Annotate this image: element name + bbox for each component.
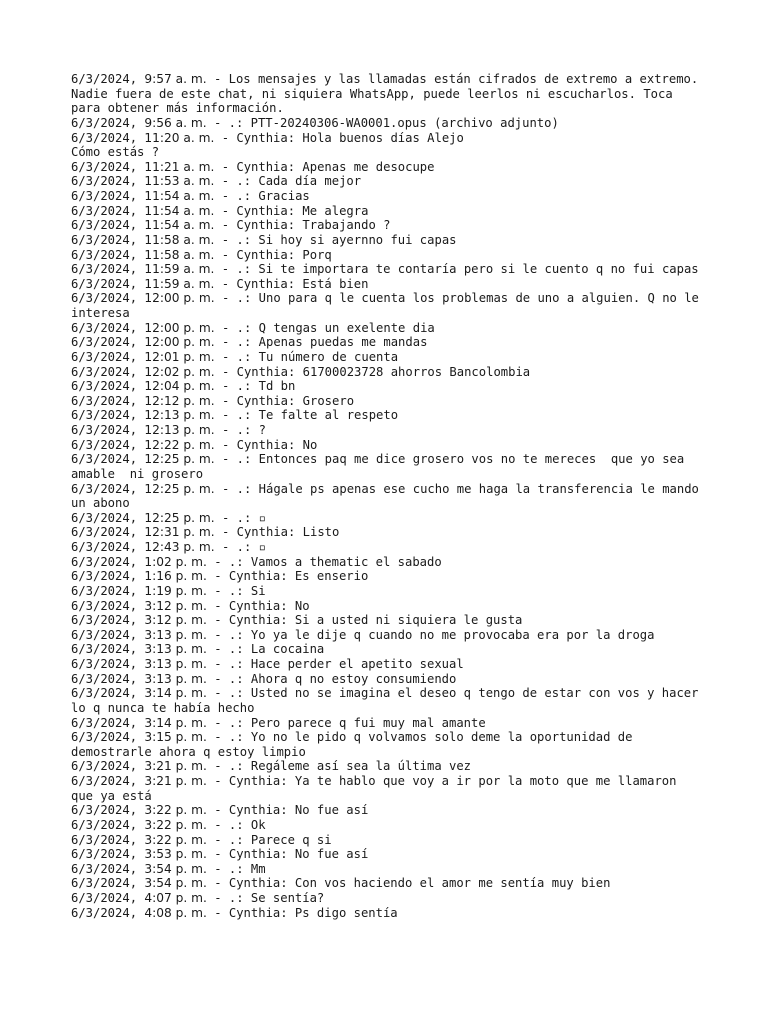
chat-line bbox=[71, 642, 703, 657]
chat-line bbox=[71, 730, 703, 759]
message-date: 6/3/2024, bbox=[71, 583, 138, 598]
message-text: - Cynthia: Con vos haciendo el amor me sentía muy bien bbox=[206, 876, 611, 891]
chat-line bbox=[71, 525, 703, 540]
message-text: - Cynthia: Trabajando ? bbox=[214, 218, 391, 233]
chat-line bbox=[71, 833, 703, 848]
message-date: 6/3/2024, bbox=[71, 437, 138, 452]
message-time: 3:14 p. m. bbox=[144, 715, 207, 730]
message-text: - Cynthia: No fue así bbox=[206, 803, 369, 818]
chat-line bbox=[71, 335, 703, 350]
message-date: 6/3/2024, bbox=[71, 481, 138, 496]
message-text: - .: Entonces paq me dice grosero vos no te mereces que yo sea amable ni grosero bbox=[71, 452, 692, 481]
message-date: 6/3/2024, bbox=[71, 817, 138, 832]
message-date: 6/3/2024, bbox=[71, 452, 138, 467]
message-date: 6/3/2024, bbox=[71, 218, 138, 233]
message-time: 12:25 p. m. bbox=[144, 510, 215, 525]
message-time: 3:54 p. m. bbox=[144, 861, 207, 876]
message-text: - Cynthia: Si a usted ni siquiera le gusta bbox=[206, 613, 523, 628]
message-date: 6/3/2024, bbox=[71, 686, 138, 701]
message-text: - Cynthia: Grosero bbox=[214, 393, 355, 408]
message-text: - Cynthia: No bbox=[214, 437, 318, 452]
chat-line bbox=[71, 862, 703, 877]
chat-line bbox=[71, 759, 703, 774]
message-date: 6/3/2024, bbox=[71, 320, 138, 335]
message-time: 3:21 p. m. bbox=[144, 759, 207, 774]
message-date: 6/3/2024, bbox=[71, 540, 138, 554]
message-time: 11:20 a. m. bbox=[144, 130, 215, 145]
message-text: - .: Ahora q no estoy consumiendo bbox=[206, 671, 457, 686]
message-text: - Cynthia: Ya te hablo que voy a ir por la moto que me llamaron que ya está bbox=[71, 774, 684, 803]
message-text: - Cynthia: 61700023728 ahorros Bancolombia bbox=[214, 364, 531, 379]
message-date: 6/3/2024, bbox=[71, 657, 138, 671]
message-time: 3:15 p. m. bbox=[144, 730, 207, 745]
message-time: 12:00 p. m. bbox=[144, 291, 215, 306]
message-date: 6/3/2024, bbox=[71, 203, 138, 218]
message-text: - .: Te falte al respeto bbox=[214, 408, 399, 423]
message-time: 12:13 p. m. bbox=[144, 408, 215, 423]
message-date: 6/3/2024, bbox=[71, 613, 138, 628]
message-date: 6/3/2024, bbox=[71, 642, 138, 657]
message-time: 11:21 a. m. bbox=[144, 159, 215, 174]
message-date: 6/3/2024, bbox=[71, 247, 138, 262]
message-date: 6/3/2024, bbox=[71, 291, 138, 306]
message-time: 12:00 p. m. bbox=[144, 320, 215, 335]
message-date: 6/3/2024, bbox=[71, 232, 138, 247]
message-text: - .: Vamos a thematic el sabado bbox=[206, 554, 442, 569]
chat-line bbox=[71, 218, 703, 233]
message-time: 11:59 a. m. bbox=[144, 276, 215, 291]
chat-line bbox=[71, 540, 703, 555]
message-date: 6/3/2024, bbox=[71, 364, 138, 379]
message-text: - Cynthia: Apenas me desocupe bbox=[214, 159, 435, 174]
chat-line bbox=[71, 803, 703, 818]
message-text: - .: Td bn bbox=[214, 379, 296, 394]
chat-line bbox=[71, 233, 703, 248]
chat-line bbox=[71, 818, 703, 833]
chat-line bbox=[71, 394, 703, 409]
chat-line bbox=[71, 481, 707, 511]
message-text: - .: La cocaina bbox=[206, 642, 325, 657]
message-date: 6/3/2024, bbox=[71, 554, 138, 569]
message-time: 9:56 a. m. bbox=[144, 115, 207, 130]
message-time: 12:22 p. m. bbox=[144, 437, 215, 452]
message-time: 3:22 p. m. bbox=[144, 817, 207, 832]
message-time: 3:53 p. m. bbox=[144, 847, 207, 862]
message-text: - .: Pero parece q fui muy mal amante bbox=[206, 715, 486, 730]
message-text: - .: Si te importara te contaría pero si le cuento q no fui capas bbox=[214, 262, 699, 277]
message-date: 6/3/2024, bbox=[71, 115, 138, 130]
message-time: 3:22 p. m. bbox=[144, 832, 207, 847]
message-date: 6/3/2024, bbox=[71, 715, 138, 730]
chat-line bbox=[71, 277, 703, 292]
chat-line bbox=[71, 555, 703, 570]
message-time: 12:00 p. m. bbox=[144, 335, 215, 350]
chat-line bbox=[71, 569, 703, 584]
message-text: - .: Cada día mejor bbox=[214, 174, 362, 189]
chat-line bbox=[71, 204, 703, 219]
message-date: 6/3/2024, bbox=[71, 671, 138, 686]
message-time: 11:58 a. m. bbox=[144, 232, 215, 247]
chat-line bbox=[71, 613, 703, 628]
message-text: - .: Mm bbox=[206, 861, 266, 876]
message-date: 6/3/2024, bbox=[71, 379, 138, 394]
message-text: - Cynthia: Ps digo sentía bbox=[206, 905, 398, 920]
message-time: 3:12 p. m. bbox=[144, 598, 207, 613]
message-text: - .: Hace perder el apetito sexual bbox=[206, 657, 464, 671]
message-text: - Cynthia: Porq bbox=[214, 247, 332, 262]
chat-line bbox=[71, 408, 703, 423]
message-text: - .: Parece q si bbox=[206, 832, 332, 847]
message-date: 6/3/2024, bbox=[71, 876, 138, 891]
chat-line bbox=[71, 906, 703, 921]
chat-line bbox=[71, 657, 703, 672]
chat-line bbox=[71, 174, 703, 189]
message-time: 4:07 p. m. bbox=[144, 891, 207, 905]
message-text: - Cynthia: Está bien bbox=[214, 276, 369, 291]
message-time: 12:12 p. m. bbox=[144, 393, 215, 408]
message-time: 1:19 p. m. bbox=[144, 583, 207, 598]
message-text: - .: Ok bbox=[206, 817, 266, 832]
message-time: 4:08 p. m. bbox=[144, 905, 207, 920]
message-text: - .: ▫ bbox=[214, 540, 266, 554]
message-time: 3:13 p. m. bbox=[144, 671, 207, 686]
chat-line bbox=[71, 438, 703, 453]
chat-line bbox=[71, 716, 703, 731]
message-time: 3:13 p. m. bbox=[144, 642, 207, 657]
message-time: 12:43 p. m. bbox=[144, 540, 215, 554]
chat-line bbox=[71, 262, 703, 277]
chat-line bbox=[71, 891, 703, 906]
message-date: 6/3/2024, bbox=[71, 569, 138, 584]
message-time: 12:25 p. m. bbox=[144, 452, 215, 467]
message-date: 6/3/2024, bbox=[71, 891, 138, 905]
message-text: - Cynthia: Es enserio bbox=[206, 569, 369, 584]
message-text: - .: Yo no le pido q volvamos solo deme la oportunidad de demostrarle ahora q estoy limpio bbox=[71, 730, 640, 759]
message-date: 6/3/2024, bbox=[71, 349, 138, 364]
chat-line bbox=[71, 774, 703, 803]
chat-line bbox=[71, 72, 706, 116]
message-date: 6/3/2024, bbox=[71, 510, 138, 525]
message-date: 6/3/2024, bbox=[71, 759, 138, 774]
message-time: 12:31 p. m. bbox=[144, 525, 215, 540]
message-date: 6/3/2024, bbox=[71, 335, 138, 350]
message-date: 6/3/2024, bbox=[71, 803, 138, 818]
message-text: - .: Uno para q le cuenta los problemas de uno a alguien. Q no le interesa bbox=[71, 291, 707, 320]
message-time: 3:54 p. m. bbox=[144, 876, 207, 891]
message-text: - Cynthia: No bbox=[206, 598, 310, 613]
message-time: 11:54 a. m. bbox=[144, 218, 215, 233]
message-text: - .: Si hoy si ayernno fui capas bbox=[214, 232, 457, 247]
message-text: - .: Gracias bbox=[214, 189, 310, 203]
message-time: 9:57 a. m. bbox=[144, 72, 207, 86]
message-date: 6/3/2024, bbox=[71, 159, 138, 174]
chat-line bbox=[71, 628, 703, 643]
message-date: 6/3/2024, bbox=[71, 598, 138, 613]
chat-line bbox=[71, 511, 703, 526]
message-text: - Los mensajes y las llamadas están cifrados de extremo a extremo. Nadie fuera de este chat, ni siquiera WhatsApp, puede leerlos ni escucharlos. Toca para obtener más información. bbox=[71, 72, 706, 116]
message-text: - .: Hágale ps apenas ese cucho me haga la transferencia le mando un abono bbox=[71, 481, 707, 511]
chat-line bbox=[71, 189, 703, 204]
message-text: - .: Tu número de cuenta bbox=[214, 349, 399, 364]
message-time: 3:22 p. m. bbox=[144, 803, 207, 818]
message-text: - .: ▫ bbox=[214, 510, 266, 525]
message-date: 6/3/2024, bbox=[71, 393, 138, 408]
chat-line bbox=[71, 686, 706, 715]
message-text: - Cynthia: No fue así bbox=[206, 847, 369, 862]
chat-line bbox=[71, 599, 703, 614]
message-time: 3:14 p. m. bbox=[144, 686, 207, 701]
message-time: 11:59 a. m. bbox=[144, 262, 215, 277]
message-date: 6/3/2024, bbox=[71, 832, 138, 847]
message-text: - .: Yo ya le dije q cuando no me provocaba era por la droga bbox=[206, 627, 655, 642]
chat-line bbox=[71, 452, 703, 481]
message-date: 6/3/2024, bbox=[71, 174, 138, 189]
chat-line bbox=[71, 847, 703, 862]
chat-line bbox=[71, 116, 703, 131]
chat-line bbox=[71, 131, 703, 160]
message-date: 6/3/2024, bbox=[71, 730, 138, 745]
message-text: - .: Si bbox=[206, 583, 266, 598]
chat-line bbox=[71, 350, 703, 365]
message-date: 6/3/2024, bbox=[71, 130, 138, 145]
chat-line bbox=[71, 248, 703, 263]
message-time: 3:13 p. m. bbox=[144, 657, 207, 671]
message-text: - .: Regáleme así sea la última vez bbox=[206, 759, 472, 774]
chat-line bbox=[71, 321, 703, 336]
message-text: - Cynthia: Listo bbox=[214, 525, 340, 540]
message-time: 11:58 a. m. bbox=[144, 247, 215, 262]
message-date: 6/3/2024, bbox=[71, 847, 138, 862]
message-time: 3:13 p. m. bbox=[144, 627, 207, 642]
message-text: - .: Usted no se imagina el deseo q tengo de estar con vos y hacer lo q nunca te había hecho bbox=[71, 686, 706, 715]
message-time: 12:25 p. m. bbox=[144, 481, 215, 496]
chat-line bbox=[71, 876, 703, 891]
message-text: - .: Apenas puedas me mandas bbox=[214, 335, 428, 350]
message-time: 12:02 p. m. bbox=[144, 364, 215, 379]
message-text: - .: ? bbox=[214, 423, 266, 437]
message-time: 1:02 p. m. bbox=[144, 554, 207, 569]
message-date: 6/3/2024, bbox=[71, 905, 138, 920]
message-time: 3:21 p. m. bbox=[144, 774, 207, 788]
message-text: - .: Se sentía? bbox=[206, 891, 325, 905]
message-time: 1:16 p. m. bbox=[144, 569, 207, 584]
chat-export-document bbox=[71, 72, 707, 920]
message-time: 11:54 a. m. bbox=[144, 189, 215, 203]
message-time: 12:01 p. m. bbox=[144, 349, 215, 364]
message-time: 11:53 a. m. bbox=[144, 174, 215, 189]
chat-line bbox=[71, 291, 707, 320]
message-date: 6/3/2024, bbox=[71, 627, 138, 642]
message-time: 3:12 p. m. bbox=[144, 613, 207, 628]
message-date: 6/3/2024, bbox=[71, 774, 138, 788]
message-date: 6/3/2024, bbox=[71, 262, 138, 277]
message-date: 6/3/2024, bbox=[71, 525, 138, 540]
message-date: 6/3/2024, bbox=[71, 276, 138, 291]
message-date: 6/3/2024, bbox=[71, 189, 138, 203]
message-time: 11:54 a. m. bbox=[144, 203, 215, 218]
message-text: - .: Q tengas un exelente dia bbox=[214, 320, 435, 335]
message-time: 12:13 p. m. bbox=[144, 423, 215, 437]
message-date: 6/3/2024, bbox=[71, 408, 138, 423]
chat-line bbox=[71, 365, 703, 380]
message-date: 6/3/2024, bbox=[71, 861, 138, 876]
message-text: - .: PTT-20240306-WA0001.opus (archivo adjunto) bbox=[206, 115, 559, 130]
message-date: 6/3/2024, bbox=[71, 72, 138, 86]
message-text: - Cynthia: Hola buenos días Alejo Cómo estás ? bbox=[71, 130, 464, 160]
chat-line bbox=[71, 379, 703, 394]
message-time: 12:04 p. m. bbox=[144, 379, 215, 394]
chat-line bbox=[71, 672, 703, 687]
chat-line bbox=[71, 160, 703, 175]
message-text: - Cynthia: Me alegra bbox=[214, 203, 369, 218]
chat-line bbox=[71, 584, 703, 599]
message-date: 6/3/2024, bbox=[71, 423, 138, 437]
chat-line bbox=[71, 423, 703, 438]
